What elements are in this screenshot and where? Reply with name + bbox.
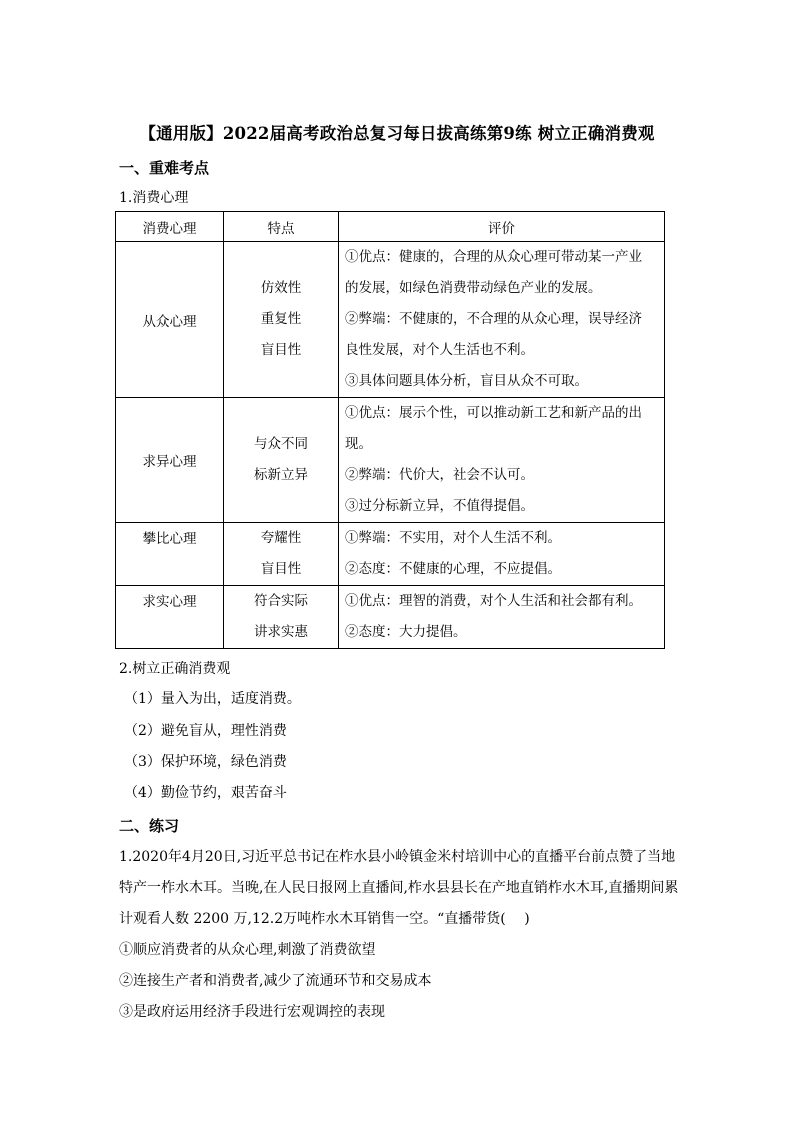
eval-line: ①弊端：不实用，对个人生活不利。	[345, 530, 561, 546]
row-traits	[224, 586, 339, 649]
table-row	[116, 523, 665, 586]
trait: 盲目性	[260, 342, 302, 358]
eval-line: ①优点：健康的，合理的从众心理可带动某一产业	[345, 249, 642, 265]
row-traits	[224, 242, 339, 398]
question-stem	[119, 842, 679, 935]
row-name: 攀比心理	[116, 523, 224, 586]
list-item: （4）勤俭节约，艰苦奋斗	[124, 785, 287, 801]
answer-option: ②连接生产者和消费者,减少了流通环节和交易成本	[119, 973, 432, 989]
list-item: （3）保护环境，绿色消费	[124, 754, 287, 770]
row-traits	[224, 523, 339, 586]
answer-option: ①顺应消费者的从众心理,刺激了消费欲望	[119, 942, 376, 958]
row-traits	[224, 398, 339, 523]
row-evaluation	[339, 398, 665, 523]
eval-line: ③过分标新立异，不值得提倡。	[345, 498, 534, 514]
header-evaluation: 评价	[339, 212, 665, 242]
header-psychology: 消费心理	[116, 212, 224, 242]
row-evaluation	[339, 242, 665, 398]
question-line: 1.2020年4月20日,习近平总书记在柞水县小岭镇金米村培训中心的直播平台前点赞了当地	[119, 849, 676, 865]
trait: 仿效性	[260, 280, 302, 296]
answer-option: ③是政府运用经济手段进行宏观调控的表现	[119, 1004, 385, 1020]
consumer-psychology-table	[115, 211, 665, 649]
list-item: （1）量入为出，适度消费。	[124, 691, 301, 707]
row-name: 求实心理	[116, 586, 224, 649]
trait: 与众不同	[254, 436, 308, 452]
section-heading-exercises: 二、练习	[119, 817, 180, 835]
table-row	[116, 586, 665, 649]
trait: 讲求实惠	[254, 624, 308, 640]
eval-line: ①优点：展示个性，可以推动新工艺和新产品的出	[345, 405, 642, 421]
question-line: 特产一柞水木耳。当晚,在人民日报网上直播间,柞水县县长在产地直销柞水木耳,直播期间累	[119, 880, 679, 896]
trait: 标新立异	[254, 467, 308, 483]
eval-line: ①优点：理智的消费，对个人生活和社会都有利。	[345, 593, 642, 609]
eval-line: 良性发展，对个人生活也不利。	[345, 342, 534, 358]
section-heading-key-points: 一、重难考点	[119, 159, 210, 177]
eval-line: ②弊端：不健康的，不合理的从众心理，误导经济	[345, 311, 642, 327]
row-name: 从众心理	[116, 242, 224, 398]
row-evaluation	[339, 523, 665, 586]
table-row	[116, 242, 665, 398]
eval-line: ②态度：大力提倡。	[345, 624, 467, 640]
eval-line: 的发展，如绿色消费带动绿色产业的发展。	[345, 280, 602, 296]
table-header-row	[116, 212, 665, 242]
row-name: 求异心理	[116, 398, 224, 523]
trait: 夸耀性	[260, 530, 302, 546]
subheading-consumer-psychology: 1.消费心理	[119, 190, 189, 206]
row-evaluation	[339, 586, 665, 649]
eval-line: ③具体问题具体分析，盲目从众不可取。	[345, 373, 588, 389]
table-row	[116, 398, 665, 523]
eval-line: ②弊端：代价大，社会不认可。	[345, 467, 534, 483]
eval-line: ②态度：不健康的心理，不应提倡。	[345, 561, 561, 577]
trait: 符合实际	[254, 593, 308, 609]
subheading-consumption-view: 2.树立正确消费观	[119, 661, 231, 677]
trait: 重复性	[260, 311, 302, 327]
header-traits: 特点	[224, 212, 339, 242]
question-line: 计观看人数 2200 万,12.2万吨柞水木耳销售一空。“直播带货( )	[119, 911, 530, 927]
page-title: 【通用版】2022届高考政治总复习每日拔高练第9练 树立正确消费观	[139, 124, 655, 143]
trait: 盲目性	[260, 561, 302, 577]
eval-line: 现。	[345, 436, 372, 452]
list-item: （2）避免盲从，理性消费	[124, 723, 287, 739]
